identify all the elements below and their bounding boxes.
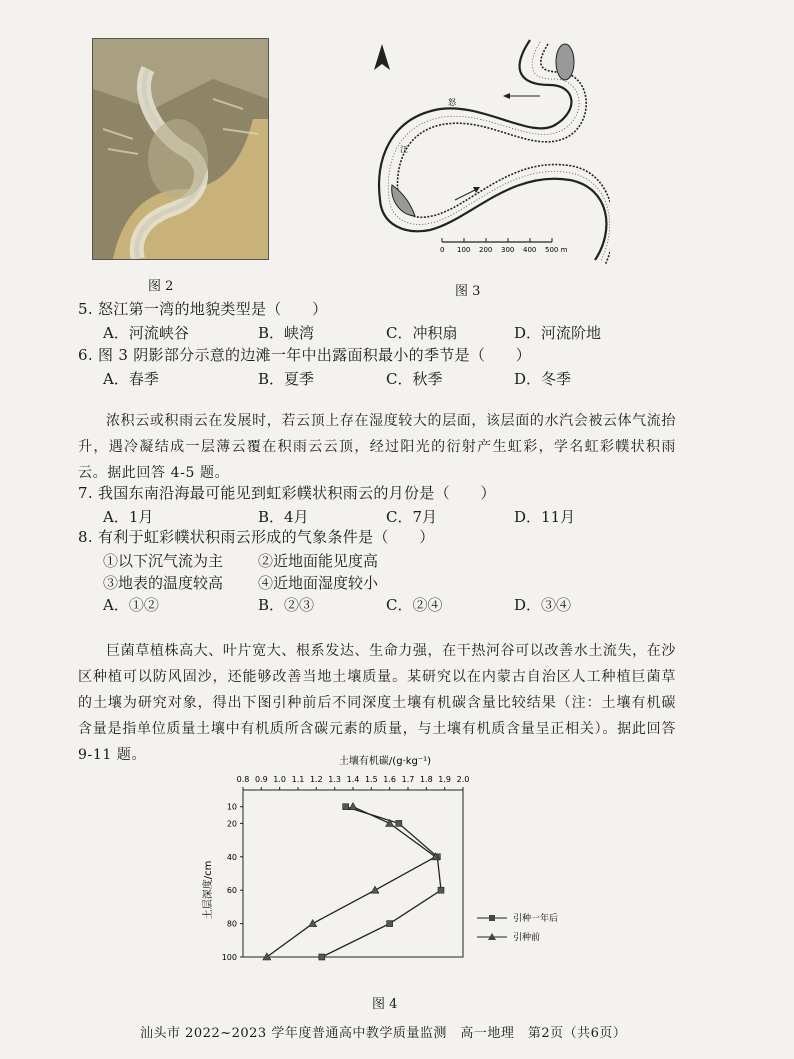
page-footer: 汕头市 2022~2023 学年度普通高中教学质量监测 高一地理 第2页（共6页） — [140, 1026, 627, 1041]
x-tick-label: 1.1 — [291, 775, 305, 784]
y-tick-label: 40 — [226, 852, 237, 862]
q8-statement-3: ③地表的温度较高 — [103, 574, 224, 592]
figure-4-chart — [195, 752, 595, 987]
passage-cloud: 浓积云或积雨云在发展时，若云顶上存在湿度较大的层面，该层面的水汽会被云体气流抬升，遇冷凝结成一层薄云覆在积雨云云顶，经过阳光的衍射产生虹彩，学名虹彩幞状积雨云。据此回答 4-5 题。 — [78, 413, 676, 481]
y-tick-label: 100 — [221, 953, 237, 962]
point-bar-lower — [392, 185, 415, 216]
q5-option-b[interactable]: B．峡湾 — [258, 324, 315, 342]
figure-4-caption: 图 4 — [372, 997, 398, 1012]
y-tick-label: 80 — [226, 919, 237, 929]
figure-2-photo — [92, 38, 269, 260]
series-line-before — [267, 807, 436, 957]
question-5-stem: 5. 怒江第一湾的地貌类型是（ ） — [78, 300, 328, 318]
chart-title: 土壤有机碳/(g·kg⁻¹) — [338, 756, 432, 767]
scale-tick-500: 500 m — [545, 246, 568, 254]
figure-3-caption: 图 3 — [455, 284, 481, 299]
x-tick-label: 1.2 — [309, 775, 323, 784]
series-line-after — [322, 807, 441, 957]
x-tick-label: 1.6 — [383, 775, 397, 784]
q7-option-a[interactable]: A．1月 — [103, 508, 154, 526]
question-7-stem: 7. 我国东南沿海最可能见到虹彩幞状积雨云的月份是（ ） — [78, 484, 496, 502]
data-point-before — [349, 803, 357, 810]
question-8-stem: 8. 有利于虹彩幞状积雨云形成的气象条件是（ ） — [78, 528, 435, 546]
q5-option-d[interactable]: D．河流阶地 — [514, 324, 602, 342]
river-inner-bank — [397, 44, 610, 265]
x-tick-label: 0.9 — [254, 775, 268, 784]
plot-frame — [243, 790, 463, 957]
river-label-1: 怒 — [448, 98, 456, 107]
data-point-after — [438, 887, 444, 893]
q8-statement-2: ②近地面能见度高 — [258, 552, 379, 570]
q8-option-a[interactable]: A．①② — [103, 596, 159, 614]
x-tick-label: 1.8 — [419, 775, 433, 784]
data-point-after — [387, 921, 393, 927]
north-arrow-icon — [374, 44, 390, 70]
q7-option-c[interactable]: C．7月 — [386, 508, 438, 526]
q8-option-b[interactable]: B．②③ — [258, 596, 315, 614]
question-6-stem: 6. 图 3 阴影部分示意的边滩一年中出露面积最小的季节是（ ） — [78, 346, 532, 364]
x-tick-label: 1.0 — [273, 775, 287, 784]
chart-ylabel: 土层深度/cm — [203, 860, 214, 920]
data-point-before — [386, 819, 394, 826]
legend-label-after: 引种一年后 — [513, 914, 559, 924]
scale-tick-400: 400 — [523, 246, 537, 254]
x-tick-label: 1.3 — [328, 775, 342, 784]
figure-2-caption: 图 2 — [148, 279, 174, 294]
x-tick-label: 1.4 — [346, 775, 360, 784]
chart-legend — [477, 912, 558, 943]
q6-option-a[interactable]: A．春季 — [103, 370, 159, 388]
scale-bar — [440, 238, 568, 254]
x-tick-label: 1.7 — [401, 775, 415, 784]
x-tick-label: 2.0 — [456, 775, 470, 784]
q7-option-b[interactable]: B．4月 — [258, 508, 309, 526]
q6-option-c[interactable]: C．秋季 — [386, 370, 443, 388]
data-point-before — [371, 886, 379, 893]
x-tick-label: 0.8 — [236, 775, 250, 784]
q8-statement-1: ①以下沉气流为主 — [103, 552, 224, 570]
figure-3-map — [360, 30, 610, 270]
legend-square-marker — [489, 915, 495, 921]
river-label-2: 江 — [400, 145, 408, 154]
scale-tick-100: 100 — [457, 246, 471, 254]
q5-option-c[interactable]: C．冲积扇 — [386, 324, 458, 342]
x-tick-label: 1.9 — [438, 775, 452, 784]
scale-tick-200: 200 — [479, 246, 493, 254]
data-point-after — [343, 804, 349, 810]
x-tick-label: 1.5 — [364, 775, 378, 784]
data-point-after — [396, 820, 402, 826]
bend-photo-illustration — [93, 39, 268, 259]
scale-tick-0: 0 — [440, 246, 445, 254]
q8-option-d[interactable]: D．③④ — [514, 596, 572, 614]
soil-carbon-chart — [195, 752, 595, 987]
q8-statement-4: ④近地面湿度较小 — [258, 574, 379, 592]
legend-label-before: 引种前 — [513, 933, 541, 943]
data-point-before — [309, 920, 317, 927]
q6-option-b[interactable]: B．夏季 — [258, 370, 315, 388]
data-point-after — [319, 954, 325, 960]
y-tick-label: 60 — [226, 886, 237, 896]
q5-option-a[interactable]: A．河流峡谷 — [103, 324, 189, 342]
q8-option-c[interactable]: C．②④ — [386, 596, 443, 614]
scale-tick-300: 300 — [501, 246, 515, 254]
y-tick-label: 20 — [226, 819, 237, 829]
point-bar-upper — [556, 44, 574, 80]
passage-grass: 巨菌草植株高大、叶片宽大、根系发达、生命力强，在干热河谷可以改善水土流失，在沙区种植可以防风固沙，还能够改善当地土壤质量。某研究以在内蒙古自治区人工种植巨菌草的土壤为研究对象，得出下图引种前后不同深度土壤有机碳含量比较结果（注：土壤有机碳含量是指单位质量土壤中有机质所含碳元素的质量，与土壤有机质含量呈正相关）。据此回答 9-11 题。 — [78, 643, 676, 763]
q6-option-d[interactable]: D．冬季 — [514, 370, 572, 388]
y-tick-label: 10 — [226, 802, 237, 812]
q7-option-d[interactable]: D．11月 — [514, 508, 576, 526]
